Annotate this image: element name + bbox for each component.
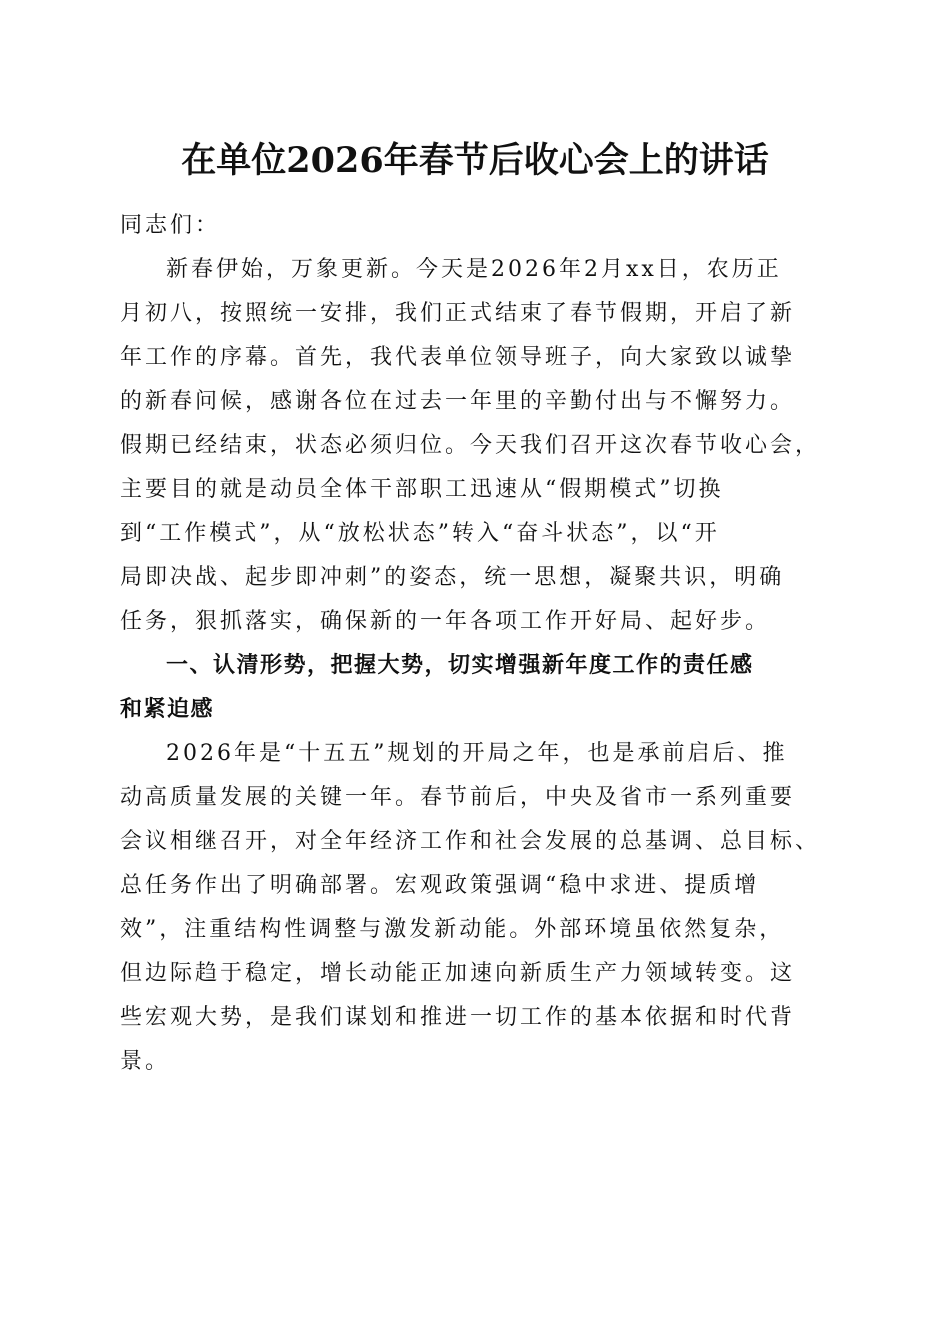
paragraph-line: 2026年是“十五五”规划的开局之年，也是承前启后、推 [166,741,788,766]
paragraph-line: 景。 [120,1049,171,1074]
paragraph-line: 任务，狠抓落实，确保新的一年各项工作开好局、起好步。 [120,609,771,634]
document-title: 在单位2026年春节后收心会上的讲话 [181,140,769,181]
paragraph-line: 年工作的序幕。首先，我代表单位领导班子，向大家致以诚挚 [120,345,796,370]
paragraph-line: 但边际趋于稳定，增长动能正加速向新质生产力领域转变。这 [120,961,796,986]
paragraph-line: 月初八，按照统一安排，我们正式结束了春节假期，开启了新 [120,301,796,326]
paragraph-line: 些宏观大势，是我们谋划和推进一切工作的基本依据和时代背 [120,1005,796,1030]
paragraph-line: 假期已经结束，状态必须归位。今天我们召开这次春节收心会， [120,433,821,458]
paragraph-line: 主要目的就是动员全体干部职工迅速从“假期模式”切换 [120,477,724,502]
paragraph-line: 动高质量发展的关键一年。春节前后，中央及省市一系列重要 [120,785,796,810]
paragraph-line: 的新春问候，感谢各位在过去一年里的辛勤付出与不懈努力。 [120,389,796,414]
paragraph-line: 局即决战、起步即冲刺”的姿态，统一思想，凝聚共识，明确 [120,565,785,590]
paragraph-line: 会议相继召开，对全年经济工作和社会发展的总基调、总目标、 [120,829,821,854]
paragraph-line: 新春伊始，万象更新。今天是2026年2月xx日，农历正 [166,257,782,282]
section-heading-continued: 和紧迫感 [120,697,215,722]
document-body [120,204,836,1084]
paragraph-line: 总任务作出了明确部署。宏观政策强调“稳中求进、提质增 [120,873,760,898]
salutation: 同志们： [120,213,221,238]
paragraph-line: 到“工作模式”，从“放松状态”转入“奋斗状态”，以“开 [120,521,720,546]
paragraph-line: 效”，注重结构性调整与激发新动能。外部环境虽依然复杂， [120,917,785,942]
section-heading: 一、认清形势，把握大势，切实增强新年度工作的责任感 [166,653,754,678]
